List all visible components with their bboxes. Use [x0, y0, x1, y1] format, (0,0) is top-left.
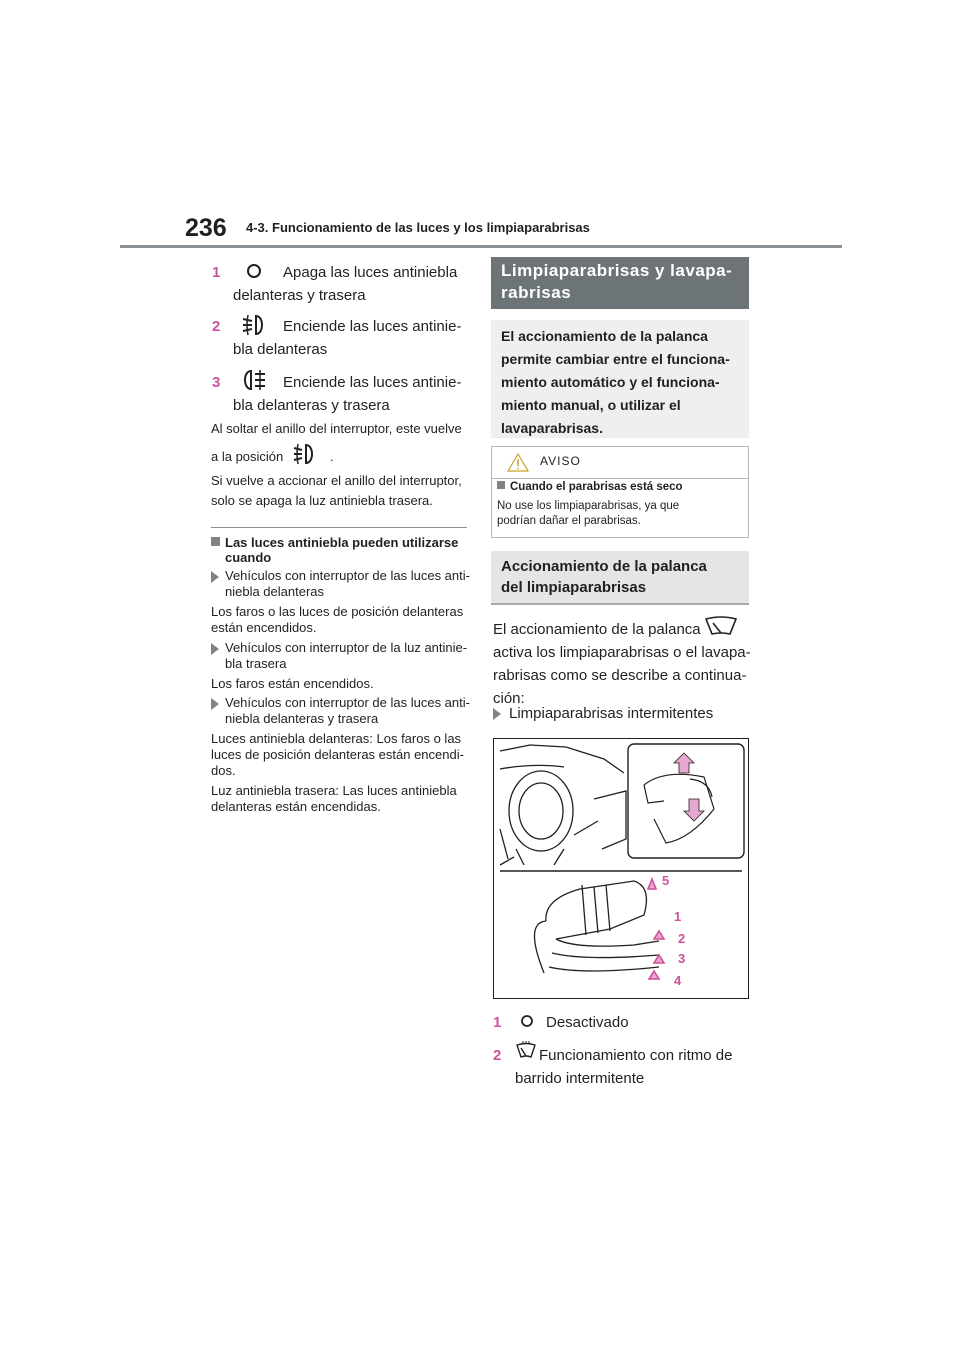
square-bullet-icon	[211, 537, 220, 546]
triangle-bullet-icon	[211, 571, 219, 583]
triangle-bullet-icon	[493, 708, 501, 720]
intro-line: miento automático y el funciona-	[501, 374, 720, 390]
wipers-section-title	[491, 257, 749, 309]
wiper-lever-illustration	[493, 738, 749, 999]
warning-header	[492, 447, 748, 479]
fog-item-2	[212, 316, 220, 338]
item-number: 2	[493, 1047, 502, 1064]
usage-text-3-3: dos.	[211, 763, 236, 778]
usage-bullet-2-2: bla trasera	[225, 656, 287, 671]
wiper-intermittent-icon	[515, 1041, 537, 1061]
mode-2-text: Funcionamiento con ritmo de	[539, 1047, 733, 1064]
usage-bullet-1-2: niebla delanteras	[225, 584, 325, 599]
mode-item-2	[493, 1045, 501, 1067]
page-number: 236	[185, 214, 227, 242]
warning-text: No use los limpiaparabrisas, ya que	[497, 500, 680, 512]
lever-text-2: activa los limpiaparabrisas o el lavapa-	[493, 644, 751, 661]
callout-label: 4	[674, 973, 682, 988]
usage-text-3-2: luces de posición delanteras están encendi-	[211, 747, 464, 762]
front-fog-icon	[291, 442, 317, 466]
warning-title: AVISO	[540, 454, 581, 468]
rear-note-1: Si vuelve a accionar el anillo del interruptor,	[211, 473, 462, 488]
fog-item-3	[212, 372, 220, 394]
warning-triangle-icon	[506, 452, 530, 473]
triangle-bullet-icon	[211, 643, 219, 655]
fog-item-1-text-2: delanteras y trasera	[233, 287, 366, 304]
header-divider	[120, 245, 842, 248]
usage-text-1: Los faros o las luces de posición delanteras	[211, 604, 464, 619]
release-note-end: .	[330, 449, 334, 464]
callout-label: 5	[662, 873, 670, 888]
item-number: 1	[493, 1014, 502, 1031]
title-line: rabrisas	[501, 283, 572, 302]
fog-item-2-text: Enciende las luces antinie-	[283, 318, 462, 335]
callout-label: 3	[678, 951, 686, 966]
rear-fog-icon	[240, 368, 268, 392]
title-line: Accionamiento de la palanca	[501, 558, 707, 575]
section-title: 4-3. Funcionamiento de las luces y los limpiaparabrisas	[246, 220, 590, 235]
item-number: 3	[212, 374, 221, 391]
lever-section-title	[491, 551, 749, 605]
usage-text-2: Los faros están encendidos.	[211, 676, 374, 691]
mode-2-text-2: barrido intermitente	[515, 1070, 645, 1087]
title-line: del limpiaparabrisas	[501, 579, 647, 596]
lever-text-3: rabrisas como se describe a continua-	[493, 667, 747, 684]
usage-bullet-3: Vehículos con interruptor de las luces anti-	[225, 695, 470, 710]
fog-off-icon	[246, 263, 262, 279]
intro-line: permite cambiar entre el funciona-	[501, 351, 730, 367]
intro-box	[491, 320, 749, 438]
usage-text-3-5: delanteras están encendidas.	[211, 799, 381, 814]
wiper-off-icon	[520, 1014, 534, 1028]
lever-text-1: El accionamiento de la palanca	[493, 621, 701, 638]
warning-heading: Cuando el parabrisas está seco	[497, 481, 683, 493]
triangle-bullet-icon	[211, 698, 219, 710]
usage-text-3-4: Luz antiniebla trasera: Las luces antiniebla	[211, 783, 457, 798]
usage-bullet-2: Vehículos con interruptor de la luz antinie-	[225, 640, 468, 655]
fog-item-3-text: Enciende las luces antinie-	[283, 374, 462, 391]
lever-text-4: ción:	[493, 690, 525, 707]
mode-1-text: Desactivado	[546, 1014, 629, 1031]
warning-text-2: podrían dañar el parabrisas.	[497, 515, 641, 527]
title-line: Limpiaparabrisas y lavapa-	[501, 261, 733, 280]
release-note-1: Al soltar el anillo del interruptor, este vuelve	[211, 421, 462, 436]
windshield-wiper-icon	[704, 615, 738, 637]
illustration-drawing	[494, 739, 748, 998]
fog-item-2-text-2: bla delanteras	[233, 341, 328, 358]
fog-item-1	[212, 262, 220, 284]
section-divider	[211, 527, 467, 528]
item-number: 2	[212, 318, 221, 335]
intermittent-bullet: Limpiaparabrisas intermitentes	[509, 705, 714, 722]
item-number: 1	[212, 264, 221, 281]
warning-box	[491, 446, 749, 538]
fog-item-1-text: Apaga las luces antiniebla	[283, 264, 458, 281]
release-note-2: a la posición	[211, 449, 284, 464]
intro-line: miento manual, o utilizar el	[501, 397, 681, 413]
intro-line: El accionamiento de la palanca	[501, 328, 708, 344]
square-bullet-icon	[497, 481, 505, 489]
mode-item-1	[493, 1012, 501, 1034]
usage-heading-2: cuando	[225, 550, 272, 565]
intro-line: lavaparabrisas.	[501, 420, 603, 436]
usage-bullet-1: Vehículos con interruptor de las luces anti-	[225, 568, 470, 583]
callout-label: 2	[678, 931, 686, 946]
usage-bullet-3-2: niebla delanteras y trasera	[225, 711, 379, 726]
front-fog-icon	[240, 313, 268, 337]
usage-heading: Las luces antiniebla pueden utilizarse	[211, 534, 458, 551]
usage-text-1-2: están encendidos.	[211, 620, 317, 635]
callout-label: 1	[674, 909, 682, 924]
rear-note-2: solo se apaga la luz antiniebla trasera.	[211, 493, 433, 508]
usage-text-3: Luces antiniebla delanteras: Los faros o las	[211, 731, 462, 746]
fog-item-3-text-2: bla delanteras y trasera	[233, 397, 390, 414]
